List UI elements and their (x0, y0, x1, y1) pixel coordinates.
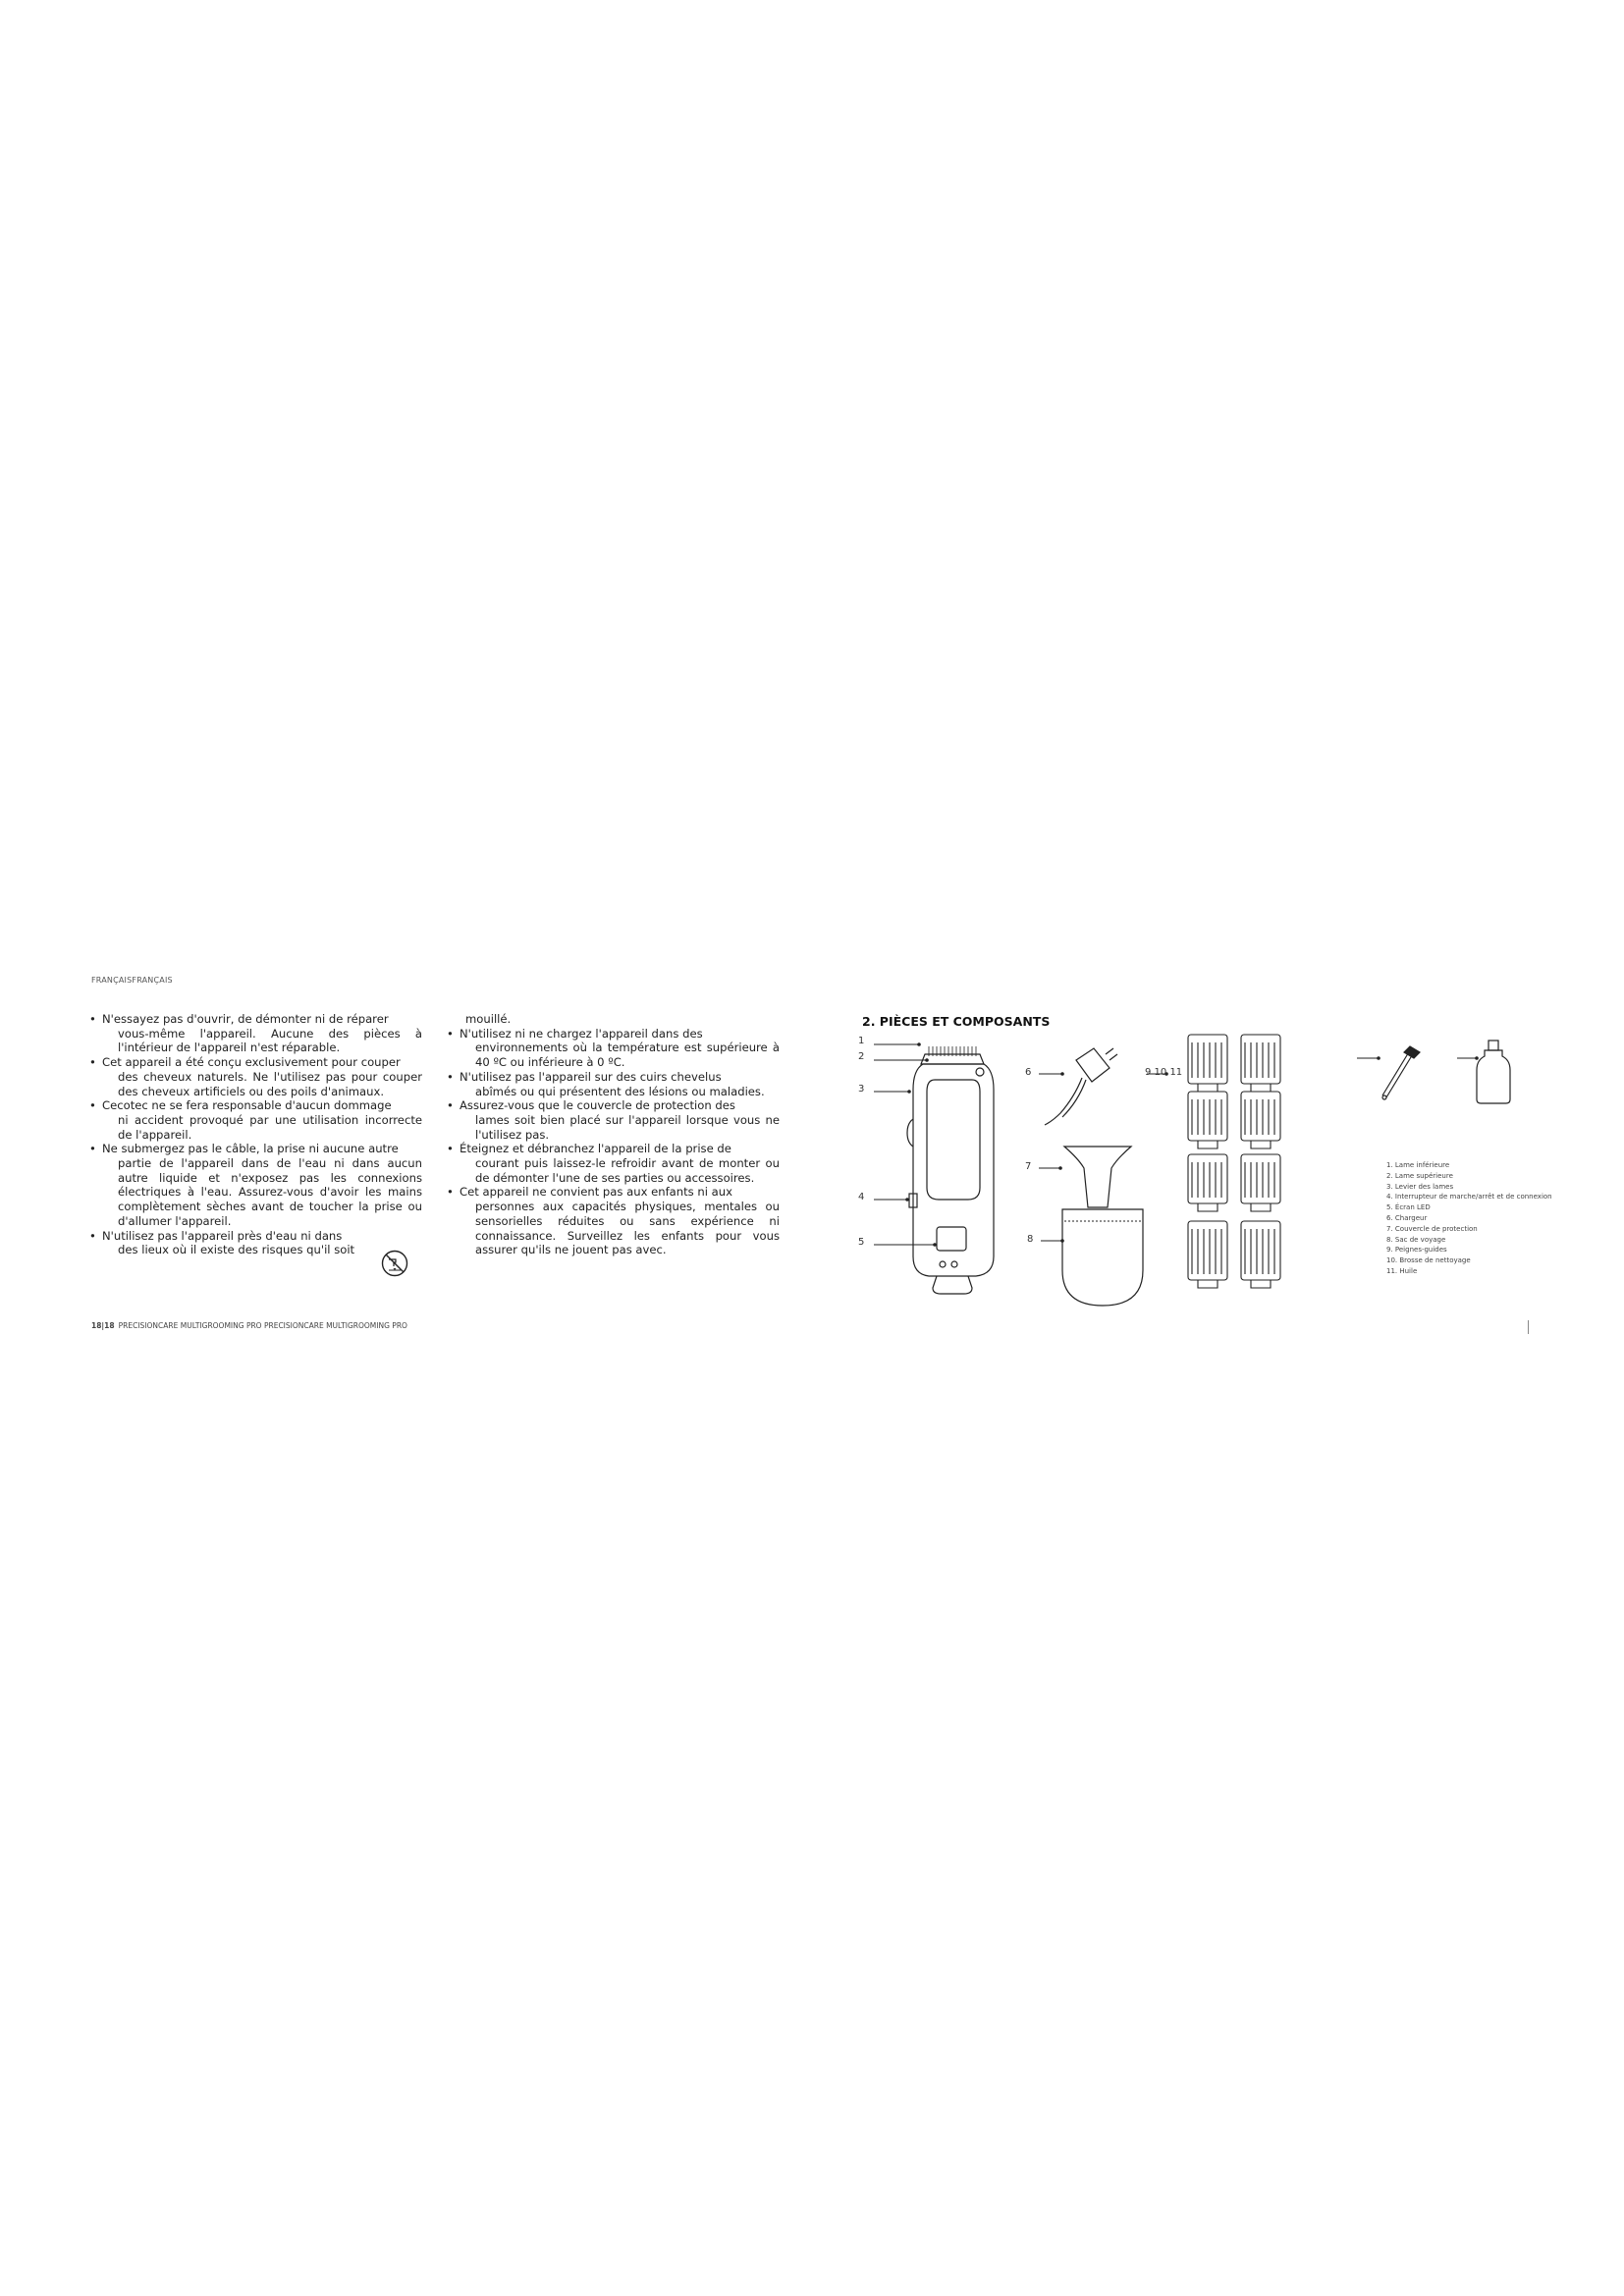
guide-combs-illustration (1188, 1035, 1280, 1288)
legend-item: 6. Chargeur (1386, 1213, 1428, 1222)
legend-item: 4. Interrupteur de marche/arrêt et de connexion (1386, 1193, 1552, 1201)
legend-item: 7. Couvercle de protection (1386, 1224, 1478, 1233)
safety-item: • Assurez-vous que le couvercle de protection des lames soit bien placé sur l'appareil lorsque vous ne l'utilisez pas. (447, 1098, 780, 1142)
page-footer (91, 1321, 407, 1330)
oil-bottle-illustration (1477, 1041, 1510, 1103)
safety-list-left (88, 1012, 422, 1257)
language-header: FRANÇAISFRANÇAIS (91, 976, 173, 985)
callout-6: 6 (1025, 1067, 1032, 1078)
safety-item: • N'utilisez pas l'appareil sur des cuirs chevelus abîmés ou qui présentent des lésions ou maladies. (447, 1069, 765, 1098)
safety-list-right (446, 1027, 780, 1257)
safety-column-right (446, 1012, 780, 1257)
callout-5: 5 (858, 1237, 865, 1248)
callout-8: 8 (1027, 1234, 1034, 1245)
cleaning-brush-illustration (1382, 1046, 1420, 1099)
page-edge-marker (1528, 1320, 1529, 1334)
legend-item: 8. Sac de voyage (1386, 1235, 1446, 1244)
legend-item: 5. Écran LED (1386, 1203, 1431, 1212)
legend-item: 10. Brosse de nettoyage (1386, 1256, 1471, 1265)
safety-column-left (88, 1012, 422, 1257)
parts-legend (1386, 1160, 1552, 1277)
legend-item: 11. Huile (1386, 1266, 1418, 1275)
no-water-icon (381, 1250, 408, 1277)
safety-item: • Cet appareil ne convient pas aux enfants ni aux personnes aux capacités physiques, mentales ou sensorielles réduites ou sans expérience ni connaissance. Surveillez les enfants pour vous assurer qu'ils ne jouent pas avec. (447, 1185, 780, 1257)
legend-item: 2. Lame supérieure (1386, 1171, 1453, 1180)
legend-item: 3. Levier des lames (1386, 1182, 1454, 1191)
callout-3: 3 (858, 1084, 865, 1095)
travel-pouch-illustration (1062, 1209, 1143, 1306)
clipper-illustration (907, 1046, 994, 1294)
safety-item: • N'utilisez ni ne chargez l'appareil dans des environnements où la température est supérieure à 40 ºC ou inférieure à 0 ºC. (447, 1026, 780, 1070)
section-title: 2. PIÈCES ET COMPOSANTS (862, 1014, 1051, 1029)
safety-item: • Ne submergez pas le câble, la prise ni aucune autre partie de l'appareil dans de l'eau ni dans aucun autre liquide et n'exposez pas les connexions électriques à l'eau. Assurez-vous d'avoir les mains complètement sèches avant de toucher la prise ou d'allumer l'appareil. (89, 1142, 422, 1228)
safety-item: • N'utilisez pas l'appareil près d'eau ni dans des lieux où il existe des risques qu'il soit (89, 1228, 355, 1257)
safety-item: • Cet appareil a été conçu exclusivement pour couper des cheveux naturels. Ne l'utilisez pas pour couper des cheveux artificiels ou des poils d'animaux. (89, 1055, 422, 1098)
legend-item: 9. Peignes-guides (1386, 1246, 1447, 1255)
callout-4: 4 (858, 1192, 865, 1202)
callout-1: 1 (858, 1036, 865, 1046)
safety-item: • Éteignez et débranchez l'appareil de la prise de courant puis laissez-le refroidir avant de monter ou de démonter l'une de ses parties ou accessoires. (447, 1142, 780, 1185)
safety-item: • N'essayez pas d'ouvrir, de démonter ni de réparer vous-même l'appareil. Aucune des pièces à l'intérieur de l'appareil n'est réparable. (89, 1012, 422, 1055)
callout-2: 2 (858, 1051, 865, 1062)
page-number: 18|18 (91, 1321, 115, 1330)
charger-illustration (1045, 1048, 1117, 1125)
safety-item: • Cecotec ne se fera responsable d'aucun dommage ni accident provoqué par une utilisation incorrecte de l'appareil. (89, 1098, 422, 1142)
footer-product-name: PRECISIONCARE MULTIGROOMING PRO PRECISIONCARE MULTIGROOMING PRO (118, 1321, 407, 1330)
callout-7: 7 (1025, 1161, 1032, 1172)
legend-item: 1. Lame inférieure (1386, 1161, 1450, 1169)
blade-cover-illustration (1064, 1147, 1131, 1207)
continued-text: mouillé. (465, 1012, 512, 1026)
callout-9-10-11: 9 10 11 (1145, 1067, 1183, 1078)
